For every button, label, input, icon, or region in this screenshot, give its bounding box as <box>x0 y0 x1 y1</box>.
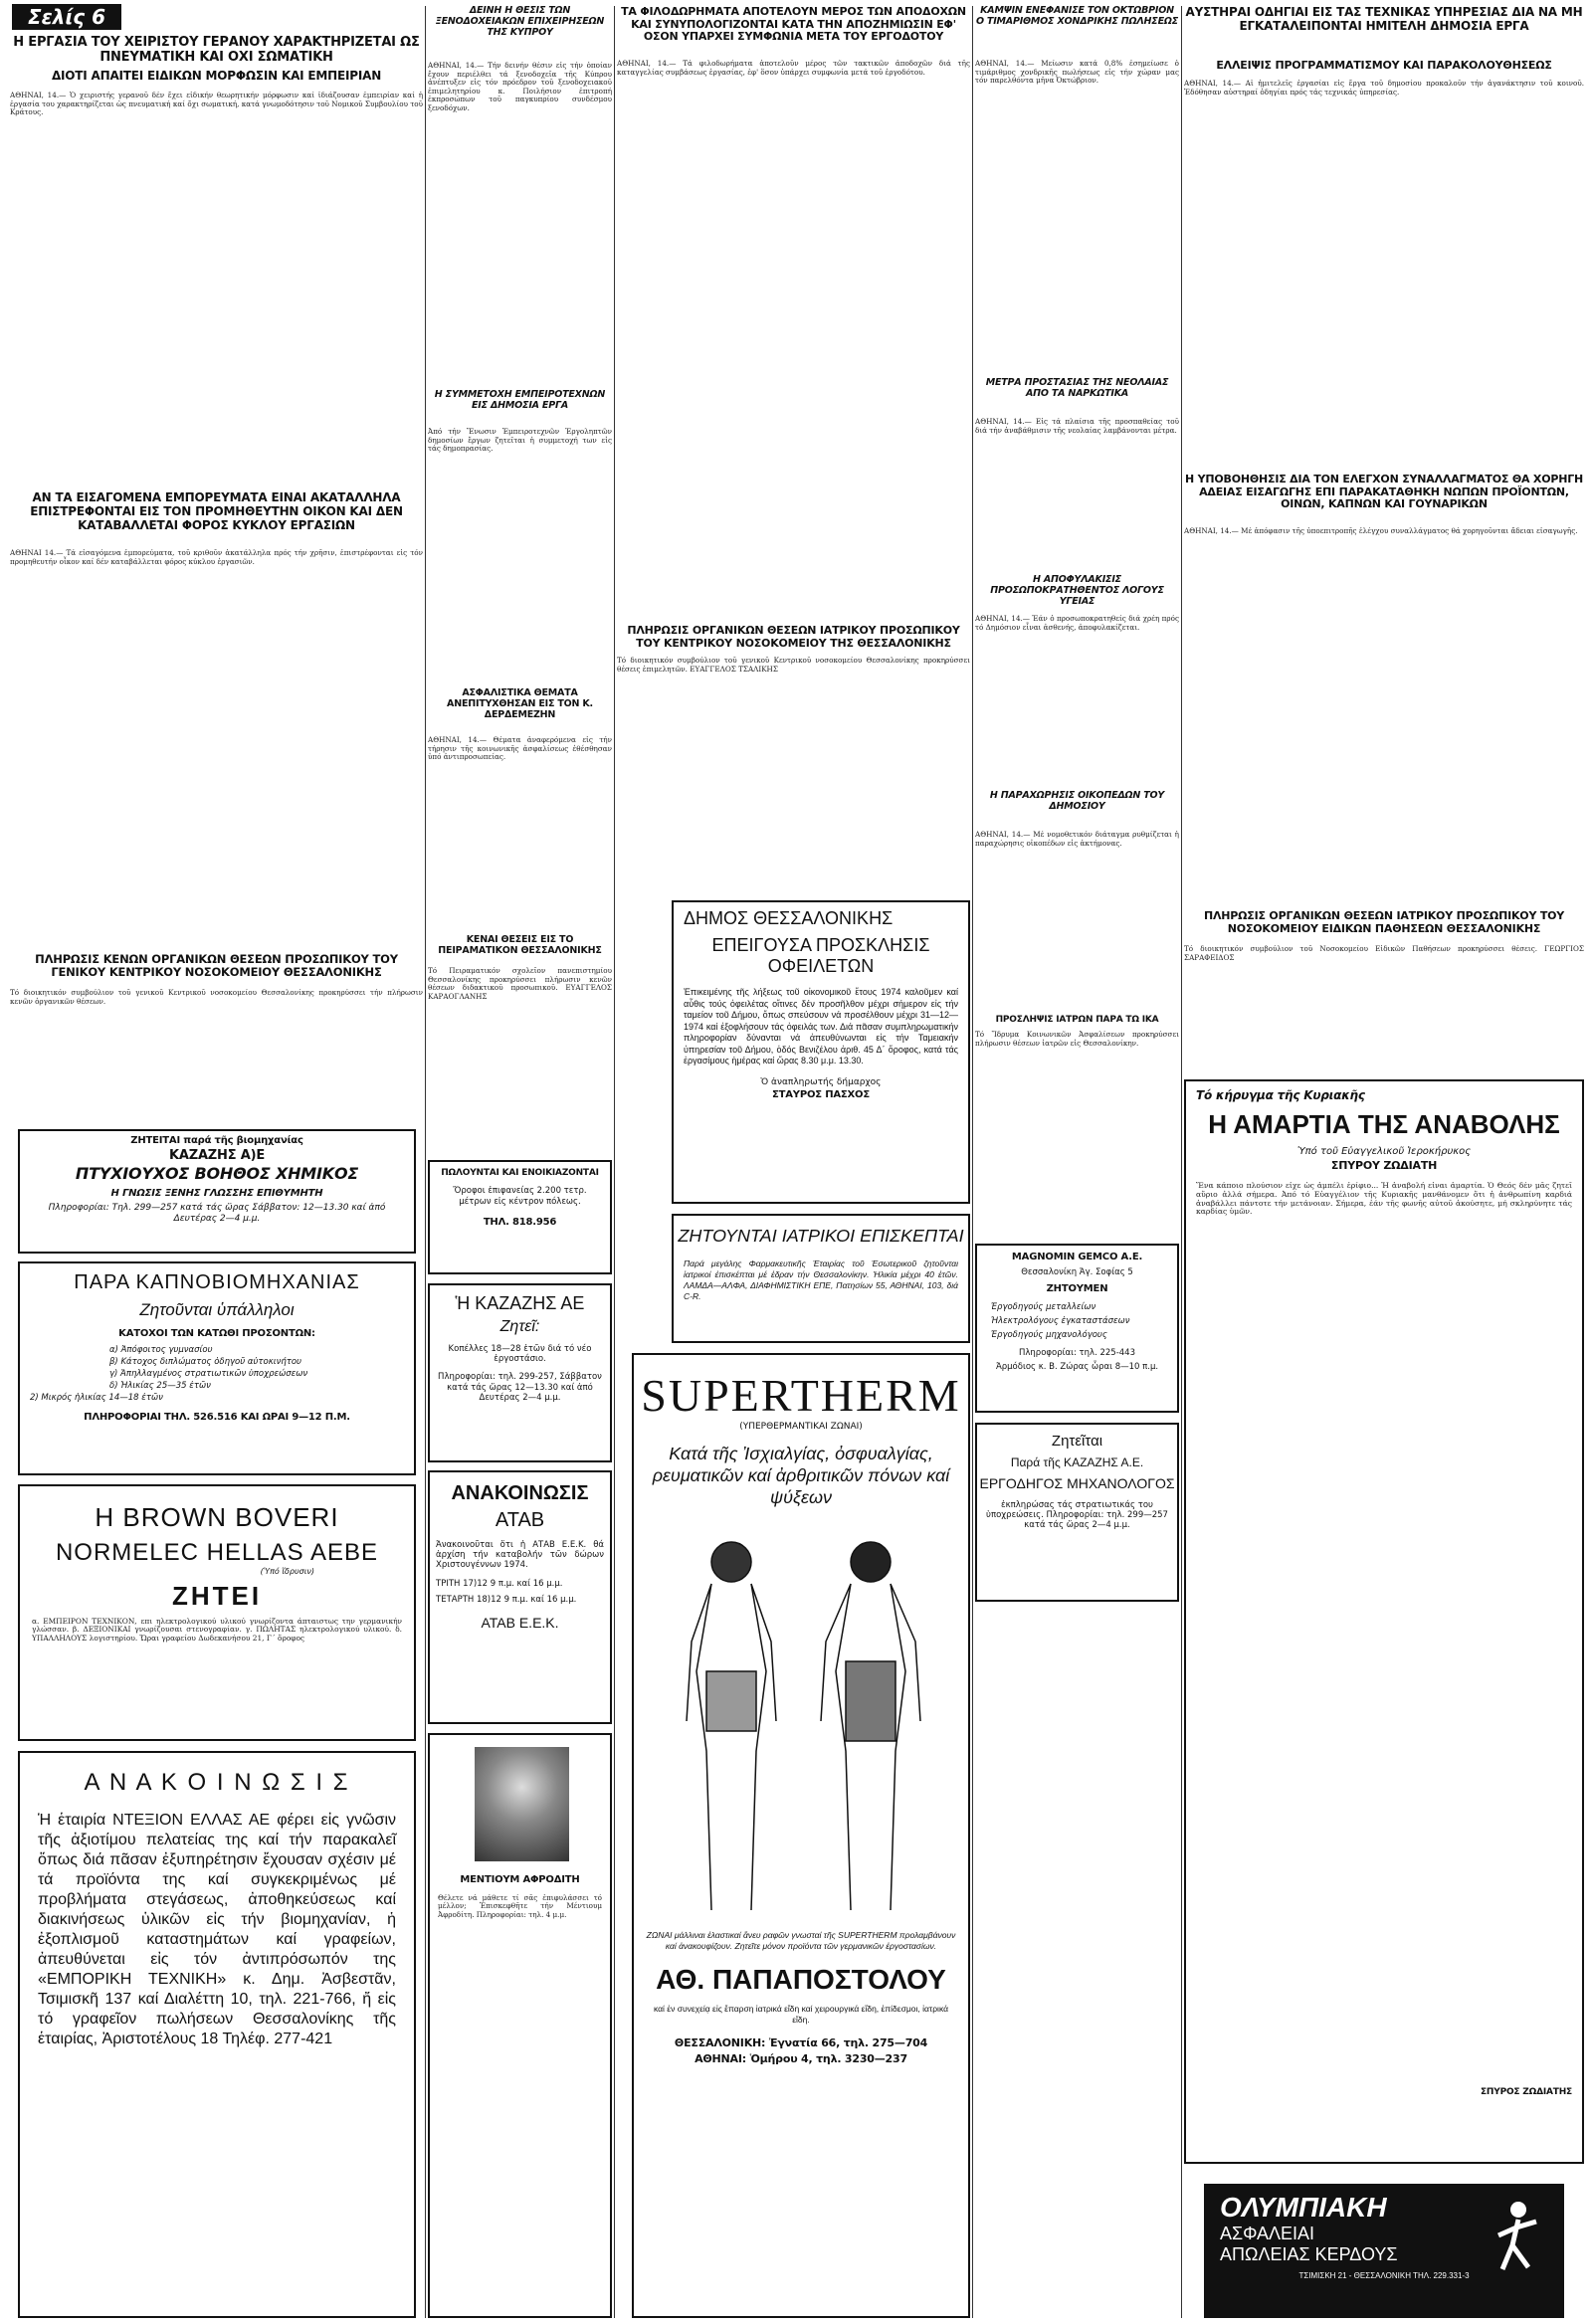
ad-company: Παρά τῆς ΚΑΖΑΖΗΣ Α.Ε. <box>1010 1455 1144 1469</box>
ad-contact: Πληροφορίαι: τηλ. 225-443 <box>1019 1348 1135 1359</box>
ad-body: ἐκπληρώσας τάς στρατιωτικάς του ὑποχρεώσεις. Πληροφορίαι: τηλ. 299—257 κατά τάς ὥρας 2—4 μ.μ. <box>986 1500 1168 1531</box>
column-rule <box>614 6 615 2318</box>
list-item: α) Ἀπόφοιτος γυμνασίου <box>109 1344 213 1355</box>
job-ad-kazazis-2 <box>428 1283 612 1462</box>
article-body: Τό Ἵδρυμα Κοινωνικῶν Ἀσφαλίσεων προκηρύσσει πλήρωσιν θέσεων ἰατρῶν εἰς Θεσσαλονίκην. <box>975 1031 1179 1048</box>
article-body: ΑΘΗΝΑΙ, 14.— Τήν δεινήν θέσιν εἰς τήν ὁποίαν ἔχουν περιέλθει τά ξενοδοχεῖα τῆς Κύπρου ἀνέπτυξεν εἰς τόν πρόεδρον τοῦ ξενοδοχειακοῦ ἐπιμελητηρίου κ. Ποιλήσιον ἐπιτροπή ἐκπροσώπων τοῦ παγκυπρίου συνδέσμου ξενοδόχων. <box>428 62 612 112</box>
ad-line: ΑΣΦΑΛΕΙΑΙ <box>1220 2224 1315 2243</box>
headline: Η ΠΑΡΑΧΩΡΗΣΙΣ ΟΙΚΟΠΕΔΩΝ ΤΟΥ ΔΗΜΟΣΙΟΥ <box>989 790 1165 812</box>
ad-line: ΚΑΤΟΧΟΙ ΤΩΝ ΚΑΤΩΘΙ ΠΡΟΣΟΝΤΩΝ: <box>118 1328 315 1339</box>
article-body: Ἀπό τήν Ἕνωσιν Ἐμπειροτεχνῶν Ἐργοληπτῶν δημοσίων ἔργων ζητεῖται ἡ συμμετοχή των εἰς τάς δημοπρασίας. <box>428 428 612 454</box>
headline: ΠΛΗΡΩΣΙΣ ΟΡΓΑΝΙΚΩΝ ΘΕΣΕΩΝ ΙΑΤΡΙΚΟΥ ΠΡΟΣΩΠΙΚΟΥ ΤΟΥ ΝΟΣΟΚΟΜΕΙΟΥ ΕΙΔΙΚΩΝ ΠΑΘΗΣΕΩΝ ΘΕΣΣΑΛΟΝΙΚΗΣ <box>1203 909 1565 935</box>
column-1 <box>10 0 423 2324</box>
ad-body: α. ΕΜΠΕΙΡΟΝ ΤΕΧΝΙΚΟΝ, επι ηλεκτρολογικού υλικού γνωρίζοντα άπταιστως την γερμανικήν γλώσσαν. β. ΔΕΞΙΟΝΙΚΑΙ γνωρίζουσαι στενογραφίαν. γ. ΠΩΛΗΤΑΣ ηλεκτρολογικού υλικού. δ. ΥΠΑΛΛΗΛΟΥΣ λογιστηρίου. Ὥραι γραφείου Δωδεκανήσου 21, Γ΄ ὄροφος <box>32 1617 402 1643</box>
notice-municipality <box>672 900 970 1204</box>
ad-olympiaki <box>1204 2184 1564 2318</box>
article-body: Τό διοικητικόν συμβούλιον τοῦ γενικοῦ Κεντρικοῦ νοσοκομείου Θεσσαλονίκης προκηρύσσει θέσεις ἐπιμελητῶν. ΕΥΑΓΓΕΛΟΣ ΤΣΑΛΙΚΗΣ <box>617 657 970 674</box>
ad-body: Παρά μεγάλης Φαρμακευτικῆς Ἑταιρίας τοῦ Ἐσωτερικοῦ ζητοῦνται ἰατρικοί ἐπισκέπται μέ ἐδραν τήν Θεσσαλονίκην. Ἡλικία μέχρι 40 ἐτῶν. ΛΑΜΔΑ—ΑΛΦΑ, ΔΙΑΦΗΜΙΣΤΙΚΗ ΕΠΕ, Πατησίων 55, ΑΘΗΝΑΙ, 103, διά C-R. <box>684 1259 958 1301</box>
headline: ΚΑΜΨΙΝ ΕΝΕΦΑΝΙΣΕ ΤΟΝ ΟΚΤΩΒΡΙΟΝ Ο ΤΙΜΑΡΙΘΜΟΣ ΧΟΝΔΡΙΚΗΣ ΠΩΛΗΣΕΩΣ <box>975 5 1179 27</box>
ad-medium-afroditi <box>428 1733 612 2318</box>
ad-body: Κοπέλλες 18—28 ἐτῶν διά τό νέο ἐργοστάσιο. <box>448 1344 592 1365</box>
headline: Η ΥΠΟΒΟΗΘΗΣΙΣ ΔΙΑ ΤΟΝ ΕΛΕΓΧΟΝ ΣΥΝΑΛΛΑΓΜΑΤΟΣ ΘΑ ΧΟΡΗΓΗ ΑΔΕΙΑΣ ΕΙΣΑΓΩΓΗΣ ΕΠΙ ΠΑΡΑΚΑΤΑΘΗΚΗ ΝΩΠΩΝ ΠΡΟΪΟΝΤΩΝ, ΟΙΝΩΝ, ΚΑΠΝΩΝ ΚΑΙ ΓΟΥΝΑΡΙΚΩΝ <box>1184 473 1584 511</box>
notice-signer-title: Ὁ ἀναπληρωτής δήμαρχος <box>760 1076 882 1087</box>
ad-position: ΠΤΥΧΙΟΥΧΟΣ ΒΟΗΘΟΣ ΧΗΜΙΚΟΣ <box>75 1164 359 1184</box>
notice-issuer: ΔΗΜΟΣ ΘΕΣΣΑΛΟΝΙΚΗΣ <box>684 908 894 928</box>
ad-title: ΠΑΡΑ ΚΑΠΝΟΒΙΟΜΗΧΑΝΙΑΣ <box>74 1271 360 1293</box>
ad-company: Η BROWN BOVERI <box>95 1502 339 1532</box>
headline: ΠΛΗΡΩΣΙΣ ΚΕΝΩΝ ΟΡΓΑΝΙΚΩΝ ΘΕΣΕΩΝ ΠΡΟΣΩΠΙΚΟΥ ΤΟΥ ΓΕΝΙΚΟΥ ΚΕΝΤΡΙΚΟΥ ΝΟΣΟΚΟΜΕΙΟΥ ΘΕΣΣΑΛΟΝΙΚΗΣ <box>35 952 398 980</box>
announcement-dexion <box>18 1751 416 2318</box>
article-body: Τό Πειραματικόν σχολεῖον πανεπιστημίου Θεσσαλονίκης προκηρύσσει πλήρωσιν κενῶν θέσεων διδακτικοῦ προσωπικοῦ. ΕΥΑΓΓΕΛΟΣ ΚΑΡΑΟΓΛΑΝΗΣ <box>428 967 612 1001</box>
ad-company: Ἡ ΚΑΖΑΖΗΣ ΑΕ <box>455 1293 585 1313</box>
sermon-author: ΣΠΥΡΟΥ ΖΩΔΙΑΤΗ <box>1330 1158 1438 1172</box>
ad-company: ΑΤΑΒ <box>495 1509 545 1531</box>
headline: ΠΡΟΣΛΗΨΙΣ ΙΑΤΡΩΝ ΠΑΡΑ ΤΩ ΙΚΑ <box>995 1015 1159 1025</box>
job-ad-kazazis <box>18 1129 416 1254</box>
list-item: Ἠλεκτρολόγους ἐγκαταστάσεων <box>991 1316 1130 1327</box>
column-3 <box>617 0 970 2324</box>
list-item: δ) Ἡλικίας 25—35 ἐτῶν <box>109 1380 211 1391</box>
list-item: Ἐργοδηγούς μηχανολόγους <box>991 1330 1107 1341</box>
ad-subtitle: Ζητοῦνται ὑπάλληλοι <box>139 1300 295 1319</box>
headline-sub: ΔΙΟΤΙ ΑΠΑΙΤΕΙ ΕΙΔΙΚΩΝ ΜΟΡΦΩΣΙΝ ΚΑΙ ΕΜΠΕΙΡΙΑΝ <box>51 69 382 83</box>
ad-position: ΕΡΓΟΔΗΓΟΣ ΜΗΧΑΝΟΛΟΓΟΣ <box>979 1475 1175 1491</box>
article-body: Τό διοικητικόν συμβούλιον τοῦ γενικοῦ Κεντρικοῦ νοσοκομείου Θεσσαλονίκης προκηρύσσει τήν πλήρωσιν κενῶν ὀργανικῶν θέσεων. <box>10 989 423 1006</box>
portrait-photo <box>475 1747 569 1861</box>
column-rule <box>425 6 426 2318</box>
article-body: ΑΘΗΝΑΙ, 14.— Θέματα ἀναφερόμενα εἰς τήν τήρησιν τῆς κοινωνικῆς ἀσφαλίσεως ἐθέσθησαν ὑπό ἀντιπροσωπείας. <box>428 736 612 762</box>
ad-company-sub: NORMELEC HELLAS AEBE <box>55 1539 379 1566</box>
headline-sub: ΕΛΛΕΙΨΙΣ ΠΡΟΓΡΑΜΜΑΤΙΣΜΟΥ ΚΑΙ ΠΑΡΑΚΟΛΟΥΘΗΣΕΩΣ <box>1216 59 1552 72</box>
announcement-atab <box>428 1470 612 1724</box>
column-rule <box>1181 6 1182 2318</box>
ad-title: Α Ν Α Κ Ο Ι Ν Ω Σ Ι Σ <box>84 1769 350 1796</box>
ad-contact: Πληροφορίαι: τηλ. 299-257, Σάββατον κατά τάς ὥρας 12—13.30 καί ἀπό Δευτέρας 2—4 μ.μ. <box>438 1372 602 1403</box>
ad-phone: ΤΗΛ. 818.956 <box>483 1216 557 1228</box>
ad-title: ΖΗΤΕΙ <box>171 1580 263 1611</box>
runner-logo-icon <box>1489 2196 1548 2275</box>
headline: ΑΣΦΑΛΙΣΤΙΚΑ ΘΕΜΑΤΑ ΑΝΕΠΙΤΥΧΘΗΣΑΝ ΕΙΣ ΤΟΝ Κ. ΔΕΡΔΕΜΕΖΗΝ <box>447 687 593 720</box>
column-4 <box>975 0 1179 2324</box>
notice-body: Ἐπικειμένης τῆς λήξεως τοῦ οἰκονομικοῦ ἔτους 1974 καλοῦμεν καί αὖθις τούς ὀφειλέτας οἵτινες δέν προσῆλθον μέχρι σήμερον εἰς τήν ταμείον τοῦ Δήμου, ὅπως σπεύσουν νά προσέλθουν μέχρι 31—12—1974 καί ἐξοφλήσουν τάς ὀφειλάς των. Διά πᾶσαν συμπληρωματικήν πληροφορίαν δύνανται νά ἀπευθύνωνται εἰς τήν Ταμειακήν ὑπηρεσίαν τοῦ Δήμου, ὁδός Βενιζέλου ἀριθ. 45 Δ΄ ὄροφος, κατά τάς ἐργασίμους ἡμέρας καί ὥρας 8.30 μ.μ. 13.30. <box>684 987 958 1065</box>
ad-title: ΑΝΑΚΟΙΝΩΣΙΣ <box>451 1482 589 1504</box>
headline: ΠΛΗΡΩΣΙΣ ΟΡΓΑΝΙΚΩΝ ΘΕΣΕΩΝ ΙΑΤΡΙΚΟΥ ΠΡΟΣΩΠΙΚΟΥ ΤΟΥ ΚΕΝΤΡΙΚΟΥ ΝΟΣΟΚΟΜΕΙΟΥ ΤΗΣ ΘΕΣΣΑΛΟΝΙΚΗΣ <box>627 624 960 650</box>
ad-line: Η ΓΝΩΣΙΣ ΞΕΝΗΣ ΓΛΩΣΣΗΣ ΕΠΙΘΥΜΗΤΗ <box>110 1187 323 1199</box>
column-rule <box>972 6 973 2318</box>
sermon-label: Τό κήρυγμα τῆς Κυριακῆς <box>1196 1088 1365 1102</box>
ad-body: καί ἐν συνεχείᾳ εἰς ἔπαρση ἰατρικά εἴδη καί χειρουργικά εἴδη, ἐπίδεσμοι, ἰατρικά εἴδη. <box>653 2003 949 2025</box>
job-ad-magnomin <box>975 1244 1179 1413</box>
article-body: ΑΘΗΝΑΙ, 14.— Μέ νομοθετικόν διάταγμα ρυθμίζεται ἡ παραχώρησις οἰκοπέδων εἰς ἀκτήμονας. <box>975 831 1179 848</box>
ad-note: (Ὑπό ἵδρυσιν) <box>260 1567 314 1576</box>
article-body: ΑΘΗΝΑΙ, 14.— Τά φιλοδωρήματα ἀποτελοῦν μέρος τῶν τακτικῶν ἀποδοχῶν διά τῆς καταγγελίας συμβάσεως ἐργασίας, ἐφ' ὅσον ὑπάρχει συμφωνία μετά τοῦ ἐργοδότου. <box>617 60 970 77</box>
article-body: ΑΘΗΝΑΙ, 14.— Ἐάν ὁ προσωποκρατηθείς διά χρέη πρός τό Δημόσιον εἶναι ἀσθενής, ἀποφυλακίζεται. <box>975 615 1179 632</box>
headline: Η ΑΠΟΦΥΛΑΚΙΣΙΣ ΠΡΟΣΩΠΟΚΡΑΤΗΘΕΝΤΟΣ ΛΟΓΟΥΣ ΥΓΕΙΑΣ <box>990 574 1164 607</box>
article-body: ΑΘΗΝΑΙ 14.— Τά εἰσαγόμενα ἐμπορεύματα, τοῦ κριθοῦν ἀκατάλληλα πρός τήν χρῆσιν, ἐπιστρέφονται εἰς τόν προμηθευτήν οἶκον καί δέν καταβάλλεται φόρος κύκλου ἐργασιῶν. <box>10 549 423 566</box>
article-body: ΑΘΗΝΑΙ, 14.— Εἰς τά πλαίσια τῆς προσπαθείας τοῦ διά τήν ἀναβάθμισιν τῆς νεολαίας λαμβάνονται μέτρα. <box>975 418 1179 435</box>
schedule-line: ΤΡΙΤΗ 17)12 9 π.μ. καί 16 μ.μ. <box>436 1578 563 1589</box>
headline: ΑΥΣΤΗΡΑΙ ΟΔΗΓΙΑΙ ΕΙΣ ΤΑΣ ΤΕΧΝΙΚΑΣ ΥΠΗΡΕΣΙΑΣ ΔΙΑ ΝΑ ΜΗ ΕΓΚΑΤΑΛΕΙΠΟΝΤΑΙ ΗΜΙΤΕΛΗ ΔΗΜΟΣΙΑ ΕΡΓΑ <box>1185 5 1583 33</box>
ad-contact: ΠΛΗΡΟΦΟΡΙΑΙ ΤΗΛ. 526.516 ΚΑΙ ΩΡΑΙ 9—12 Π.Μ. <box>84 1411 350 1423</box>
ad-company: MAGNOMIN GEMCO A.E. <box>1011 1252 1143 1262</box>
ad-body: Ὄροφοι ἐπιφανείας 2.200 τετρ. μέτρων εἰς κέντρον πόλεως. <box>453 1186 587 1207</box>
page-label: Σελίς 6 <box>12 4 121 30</box>
ad-tagline: Κατά τῆς Ἰσχιαλγίας, ὀσφυαλγίας, ρευματικῶν καί ἀρθριτικῶν πόνων καί ψύξεων <box>652 1443 950 1507</box>
headline: Η ΣΥΜΜΕΤΟΧΗ ΕΜΠΕΙΡΟΤΕΧΝΩΝ ΕΙΣ ΔΗΜΟΣΙΑ ΕΡΓΑ <box>434 389 606 411</box>
article-body: ΑΘΗΝΑΙ, 14.— Μέ ἀπόφασιν τῆς ὑποεπιτροπῆς ἐλέγχου συναλλάγματος θά χορηγοῦνται ἄδειαι εἰσαγωγῆς. <box>1184 527 1578 535</box>
ad-supertherm <box>632 1353 970 2318</box>
address-athens: ΑΘΗΝΑΙ: Ὁμήρου 4, τηλ. 3230—237 <box>695 2052 907 2066</box>
job-ad-kazazis-3 <box>975 1423 1179 1602</box>
ad-address: Θεσσαλονίκη Ἀγ. Σοφίας 5 <box>1021 1266 1133 1277</box>
headline: ΤΑ ΦΙΛΟΔΩΡΗΜΑΤΑ ΑΠΟΤΕΛΟΥΝ ΜΕΡΟΣ ΤΩΝ ΑΠΟΔΟΧΩΝ ΚΑΙ ΣΥΝΥΠΟΛΟΓΙΖΟΝΤΑΙ ΚΑΤΑ ΤΗΝ ΑΠΟΖΗΜΙΩΣΙΝ ΕΦ' ΟΣΟΝ ΥΠΑΡΧΕΙ ΣΥΜΦΩΝΙΑ ΜΕΤΑ ΤΟΥ ΕΡΓΟΔΟΤΟΥ <box>621 5 966 44</box>
headline: ΜΕΤΡΑ ΠΡΟΣΤΑΣΙΑΣ ΤΗΣ ΝΕΟΛΑΙΑΣ ΑΠΟ ΤΑ ΝΑΡΚΩΤΙΚΑ <box>985 377 1169 399</box>
notice-signer: ΣΤΑΥΡΟΣ ΠΑΣΧΟΣ <box>772 1089 870 1101</box>
ad-title: ΖΗΤΟΥΜΕΝ <box>1046 1282 1108 1294</box>
address-thessaloniki: ΘΕΣΣΑΛΟΝΙΚΗ: Ἐγνατία 66, τηλ. 275—704 <box>674 2035 928 2049</box>
ad-company: ΚΑΖΑΖΗΣ Α)Ε <box>168 1147 266 1163</box>
ad-company: ΑΘ. ΠΑΠΑΠΟΣΤΟΛΟΥ <box>656 1963 946 1995</box>
ad-body: Θέλετε νά μάθετε τί σᾶς ἐπιφυλάσσει τό μέλλον; Ἐπισκεφθῆτε τήν Μέντιουμ Ἀφροδίτη. Πληροφορίαι: τηλ. 4 μ.μ. <box>438 1893 602 1919</box>
job-ad-medical-reps <box>672 1214 970 1343</box>
models-illustration <box>652 1522 950 1920</box>
job-ad-tobacco <box>18 1261 416 1475</box>
ad-line: ΑΠΩΛΕΙΑΣ ΚΕΡΔΟΥΣ <box>1220 2244 1398 2264</box>
requirements-list <box>30 1344 414 1404</box>
ad-body: ΖΩΝΑΙ μάλλιναι ἐλαστικαί ἄνευ ραφῶν γνωσταί τῆς SUPERTHERM προλαμβάνουν καί ἀνακουφίζουν. Ζητεῖτε μόνον προϊόντα τῶν γερμανικῶν ἐργοστασίων. <box>646 1929 956 1951</box>
column-5 <box>1184 0 1584 2324</box>
ad-line: ΖΗΤΕΙΤΑΙ παρά τῆς βιομηχανίας <box>130 1135 303 1146</box>
article-body: ΑΘΗΝΑΙ, 14.— Ὁ χειριστής γερανοῦ δέν ἔχει εἰδικήν θεωρητικήν μόρφωσιν καί ἰδιάζουσαν ἐμπειρίαν καί ἡ ἐργασία του χαρακτηρίζεται ὡς πνευματική καί ὄχι σωματική, κατά γνωμοδότησιν τοῦ Νομικοῦ Συμβουλίου τοῦ Κράτους. <box>10 92 423 117</box>
ad-title: Ζητεῖ: <box>499 1318 540 1335</box>
article-body: ΑΘΗΝΑΙ, 14.— Αἱ ἡμιτελεῖς ἐργασίαι εἰς ἔργα τοῦ δημοσίου προκαλοῦν τήν ἀγανάκτησιν τοῦ κοινοῦ. Ἐδόθησαν αὐστηραί ὁδηγίαι πρός τάς τεχνικάς ὑπηρεσίας. <box>1184 80 1584 97</box>
headline: ΑΝ ΤΑ ΕΙΣΑΓΟΜΕΝΑ ΕΜΠΟΡΕΥΜΑΤΑ ΕΙΝΑΙ ΑΚΑΤΑΛΛΗΛΑ ΕΠΙΣΤΡΕΦΟΝΤΑΙ ΕΙΣ ΤΟΝ ΠΡΟΜΗΘΕΥΤΗΝ ΟΙΚΟΝ ΚΑΙ ΔΕΝ ΚΑΤΑΒΑΛΛΕΤΑΙ ΦΟΡΟΣ ΚΥΚΛΟΥ ΕΡΓΑΣΙΩΝ <box>30 490 403 532</box>
sermon-signature: ΣΠΥΡΟΣ ΖΩΔΙΑΤΗΣ <box>1480 2087 1572 2098</box>
ad-title: Ζητεῖται <box>1051 1433 1103 1450</box>
headline: ΔΕΙΝΗ Η ΘΕΣΙΣ ΤΩΝ ΞΕΝΟΔΟΧΕΙΑΚΩΝ ΕΠΙΧΕΙΡΗΣΕΩΝ ΤΗΣ ΚΥΠΡΟΥ <box>435 5 605 38</box>
article-body: Τό διοικητικόν συμβούλιον τοῦ Νοσοκομείου Εἰδικῶν Παθήσεων προκηρύσσει θέσεις. ΓΕΩΡΓΙΟΣ ΣΑΡΑΦΕΙΔΟΣ <box>1184 945 1584 962</box>
ad-title: ΜΕΝΤΙΟΥΜ ΑΦΡΟΔΙΤΗ <box>460 1874 580 1885</box>
positions-list <box>991 1300 1177 1342</box>
list-item: Ἐργοδηγούς μεταλλείων <box>991 1302 1096 1313</box>
job-ad-brown-boveri <box>18 1484 416 1741</box>
list-item: 2) Μικρός ἡλικίας 14—18 ἐτῶν <box>30 1392 163 1403</box>
sermon-title: Η ΑΜΑΡΤΙΑ ΤΗΣ ΑΝΑΒΟΛΗΣ <box>1208 1108 1560 1139</box>
brand-name: ΟΛΥΜΠΙΑΚΗ <box>1220 2192 1387 2223</box>
brand-sub: (ΥΠΕΡΘΕΡΜΑΝΤΙΚΑΙ ΖΩΝΑΙ) <box>739 1422 863 1432</box>
brand-name: SUPERTHERM <box>641 1370 961 1421</box>
sermon-body: Ἕνα κάποιο πλούσιον εἶχε ὡς ἀμπέλι ἐρίφιο... Ἡ ἀναβολή εἶναι ἀμαρτία. Ὁ Θεός δέν μᾶς ζητεῖ αὔριο ἀλλά σήμερα. Ἀπό τό Εὐαγγέλιον τῆς Κυριακῆς μανθάνομεν ὅτι ἡ ἀνθρωπίνη καρδιά ἀναβάλλει πάντοτε τήν μετάνοιαν. Σήμερα, ἐάν τῆς φωνῆς αὐτοῦ ἀκούσητε, μή σκληρύνητε τάς καρδίας ὑμῶν. <box>1196 1182 1572 1217</box>
ad-contact: Πληροφορίαι: Τηλ. 299—257 κατά τάς ὥρας Σάββατον: 12—13.30 καί ἀπό Δευτέρας 2—4 μ.μ. <box>48 1203 386 1225</box>
ad-signature: ΑΤΑΒ Ε.Ε.Κ. <box>481 1614 559 1631</box>
ad-title: ΖΗΤΟΥΝΤΑΙ ΙΑΤΡΙΚΟΙ ΕΠΙΣΚΕΠΤΑΙ <box>678 1226 964 1246</box>
notice-title: ΕΠΕΙΓΟΥΣΑ ΠΡΟΣΚΛΗΣΙΣ ΟΦΕΙΛΕΤΩΝ <box>711 935 930 976</box>
list-item: β) Κάτοχος διπλώματος ὁδηγοῦ αὐτοκινήτου <box>109 1356 301 1367</box>
column-2 <box>428 0 612 2324</box>
ad-contact: Ἀρμόδιος κ. Β. Ζώρας ὧραι 8—10 π.μ. <box>995 1362 1159 1373</box>
ad-address: ΤΣΙΜΙΣΚΗ 21 - ΘΕΣΣΑΛΟΝΙΚΗ ΤΗΛ. 229.331-3 <box>1298 2271 1470 2280</box>
ad-for-sale <box>428 1160 612 1274</box>
headline: ΚΕΝΑΙ ΘΕΣΕΙΣ ΕΙΣ ΤΟ ΠΕΙΡΑΜΑΤΙΚΟΝ ΘΕΣΣΑΛΟΝΙΚΗΣ <box>438 934 602 956</box>
ad-title: ΠΩΛΟΥΝΤΑΙ ΚΑΙ ΕΝΟΙΚΙΑΖΟΝΤΑΙ <box>441 1168 599 1178</box>
article-body: ΑΘΗΝΑΙ, 14.— Μείωσιν κατά 0,8% ἐσημείωσε ὁ τιμάριθμος χονδρικῆς πωλήσεως εἰς τήν χώραν μας τόν παρελθόντα μῆνα Ὀκτώβριον. <box>975 60 1179 86</box>
ad-body: Ἡ ἑταιρία ΝΤΕΞΙΟΝ ΕΛΛΑΣ ΑΕ φέρει εἰς γνῶσιν τῆς ἀξιοτίμου πελατείας της καί τήν παρακαλεῖ ὅπως διά πᾶσαν ἐξυπηρέτησιν ἔχουσαν σχέσιν μέ τά προϊόντα της καί συγκεκριμένως μέ προβλήματα στεγάσεως, ἀποθηκεύσεως καί διακινήσεως ὑλικῶν εἰς τήν βιομηχανίαν, ἡ ἐξοπλισμοῦ καταστημάτων καί γραφείων, ἀπευθύνεται εἰς τόν ἀντιπρόσωπόν της «ΕΜΠΟΡΙΚΗ ΤΕΧΝΙΚΗ» κ. Δημ. Ἀσβεστᾶν, Τσιμισκῆ 137 καί Διαλέττη 10, τηλ. 221-766, ἤ εἰς τό γραφεῖον πωλήσεων Θεσσαλονίκης τῆς ἑταιρίας, Ἀριστοτέλους 18 Τηλέφ. 277-421 <box>38 1812 396 2047</box>
sermon-box <box>1184 1079 1584 2164</box>
ad-body: Ἀνακοινοῦται ὅτι ἡ ΑΤΑΒ Ε.Ε.Κ. θά ἀρχίση τήν καταβολήν τῶν δώρων Χριστουγέννων 1974. <box>436 1540 604 1571</box>
list-item: γ) Ἀπηλλαγμένος στρατιωτικῶν ὑποχρεώσεων <box>109 1368 308 1379</box>
sermon-byline: Ὑπό τοῦ Εὐαγγελικοῦ Ἱεροκήρυκος <box>1296 1145 1472 1157</box>
headline: Η ΕΡΓΑΣΙΑ ΤΟΥ ΧΕΙΡΙΣΤΟΥ ΓΕΡΑΝΟΥ ΧΑΡΑΚΤΗΡΙΖΕΤΑΙ ΩΣ ΠΝΕΥΜΑΤΙΚΗ ΚΑΙ ΟΧΙ ΣΩΜΑΤΙΚΗ <box>13 35 420 65</box>
schedule-line: ΤΕΤΑΡΤΗ 18)12 9 π.μ. καί 16 μ.μ. <box>436 1594 577 1605</box>
